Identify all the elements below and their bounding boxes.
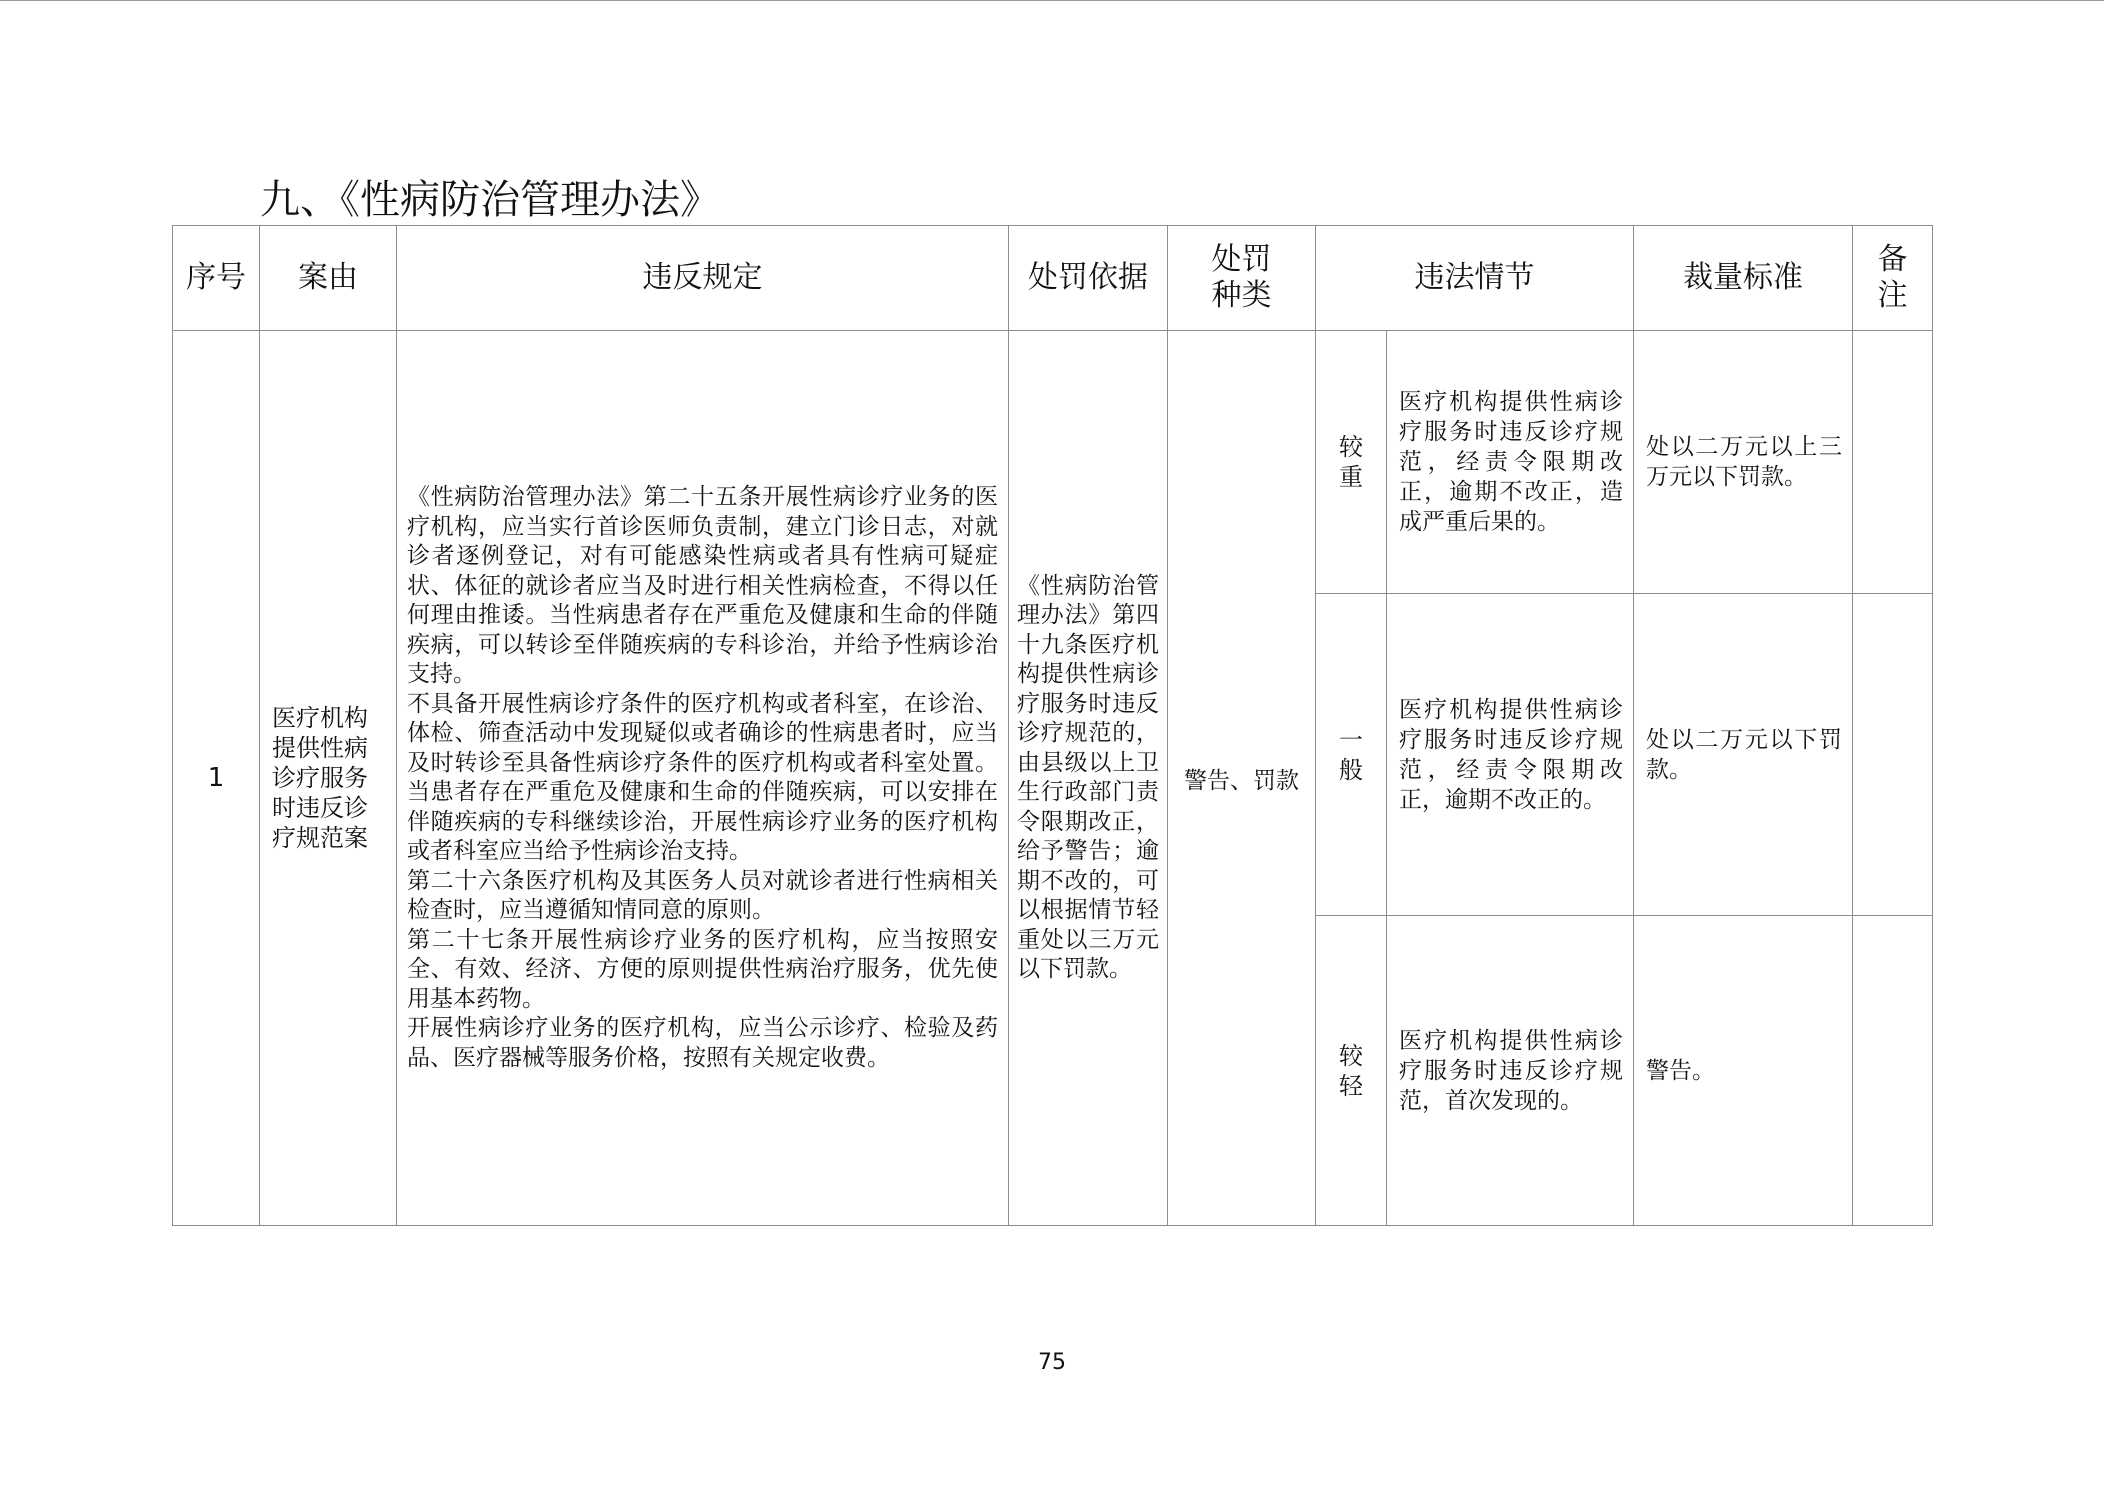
- level-char: 一: [1339, 725, 1363, 754]
- header-remark-line1: 备: [1877, 242, 1908, 277]
- header-remark: [1853, 226, 1933, 331]
- standard-cell: 警告。: [1634, 916, 1853, 1226]
- level-char: 轻: [1339, 1071, 1363, 1100]
- header-penalty-type-line1: 处罚: [1211, 242, 1272, 277]
- level-char: 较: [1339, 1041, 1363, 1070]
- level-cell-minor: [1316, 916, 1387, 1226]
- rule-paragraph: 开展性病诊疗业务的医疗机构，应当公示诊疗、检验及药品、医疗器械等服务价格，按照有关规定收费。: [407, 1015, 998, 1071]
- circumstance-detail-cell: 医疗机构提供性病诊疗服务时违反诊疗规范，经责令限期改正，逾期不改正，造成严重后果的。: [1387, 331, 1634, 594]
- header-penalty-type-line2: 种类: [1211, 278, 1272, 313]
- header-seq: 序号: [173, 226, 260, 331]
- remark-cell: [1853, 916, 1933, 1226]
- remark-cell: [1853, 594, 1933, 916]
- rule-paragraph: 第二十七条开展性病诊疗业务的医疗机构，应当按照安全、有效、经济、方便的原则提供性病治疗服务，优先使用基本药物。: [407, 926, 998, 1012]
- level-cell-general: [1316, 594, 1387, 916]
- header-row: [173, 226, 1933, 331]
- header-case: 案由: [260, 226, 397, 331]
- header-rule: 违反规定: [397, 226, 1009, 331]
- section-title: 九、《性病防治管理办法》: [260, 177, 720, 223]
- basis-cell: 《性病防治管理办法》第四十九条医疗机构提供性病诊疗服务时违反诊疗规范的，由县级以上卫生行政部门责令限期改正，给予警告；逾期不改的，可以根据情节轻重处以三万元以下罚款。: [1009, 331, 1168, 1226]
- seq-cell: 1: [173, 331, 260, 1226]
- rule-cell: [397, 331, 1009, 1226]
- header-circumstance: 违法情节: [1316, 226, 1634, 331]
- penalty-discretion-table: [172, 225, 1933, 1226]
- rule-paragraph: 《性病防治管理办法》第二十五条开展性病诊疗业务的医疗机构，应当实行首诊医师负责制，建立门诊日志，对就诊者逐例登记，对有可能感染性病或者具有性病可疑症状、体征的就诊者应当及时进行相关性病检查，不得以任何理由推诿。当性病患者存在严重危及健康和生命的伴随疾病，可以转诊至伴随疾病的专科诊治，并给予性病诊治支持。: [407, 484, 998, 687]
- header-remark-line2: 注: [1877, 278, 1908, 313]
- header-standard: 裁量标准: [1634, 226, 1853, 331]
- penalty-type-cell: 警告、罚款: [1168, 331, 1316, 1226]
- rule-paragraph: 不具备开展性病诊疗条件的医疗机构或者科室，在诊治、体检、筛查活动中发现疑似或者确诊的性病患者时，应当及时转诊至具备性病诊疗条件的医疗机构或者科室处置。当患者存在严重危及健康和生命的伴随疾病，可以安排在伴随疾病的专科继续诊治，开展性病诊疗业务的医疗机构或者科室应当给予性病诊治支持。: [407, 690, 998, 864]
- table-row: [173, 331, 1933, 594]
- circumstance-detail-cell: 医疗机构提供性病诊疗服务时违反诊疗规范，经责令限期改正，逾期不改正的。: [1387, 594, 1634, 916]
- header-penalty-type: [1168, 226, 1316, 331]
- level-char: 般: [1339, 755, 1363, 784]
- top-border-line: [0, 0, 2104, 1]
- case-cell: 医疗机构提供性病诊疗服务时违反诊疗规范案: [260, 331, 397, 1226]
- rule-paragraph: 第二十六条医疗机构及其医务人员对就诊者进行性病相关检查时，应当遵循知情同意的原则。: [407, 867, 998, 923]
- standard-cell: 处以二万元以上三万元以下罚款。: [1634, 331, 1853, 594]
- remark-cell: [1853, 331, 1933, 594]
- circumstance-detail-cell: 医疗机构提供性病诊疗服务时违反诊疗规范，首次发现的。: [1387, 916, 1634, 1226]
- level-char: 较: [1339, 433, 1363, 461]
- level-char: 重: [1339, 463, 1363, 491]
- page-number: 75: [1038, 1350, 1066, 1375]
- header-basis: 处罚依据: [1009, 226, 1168, 331]
- standard-cell: 处以二万元以下罚款。: [1634, 594, 1853, 916]
- level-cell-severe: [1316, 331, 1387, 594]
